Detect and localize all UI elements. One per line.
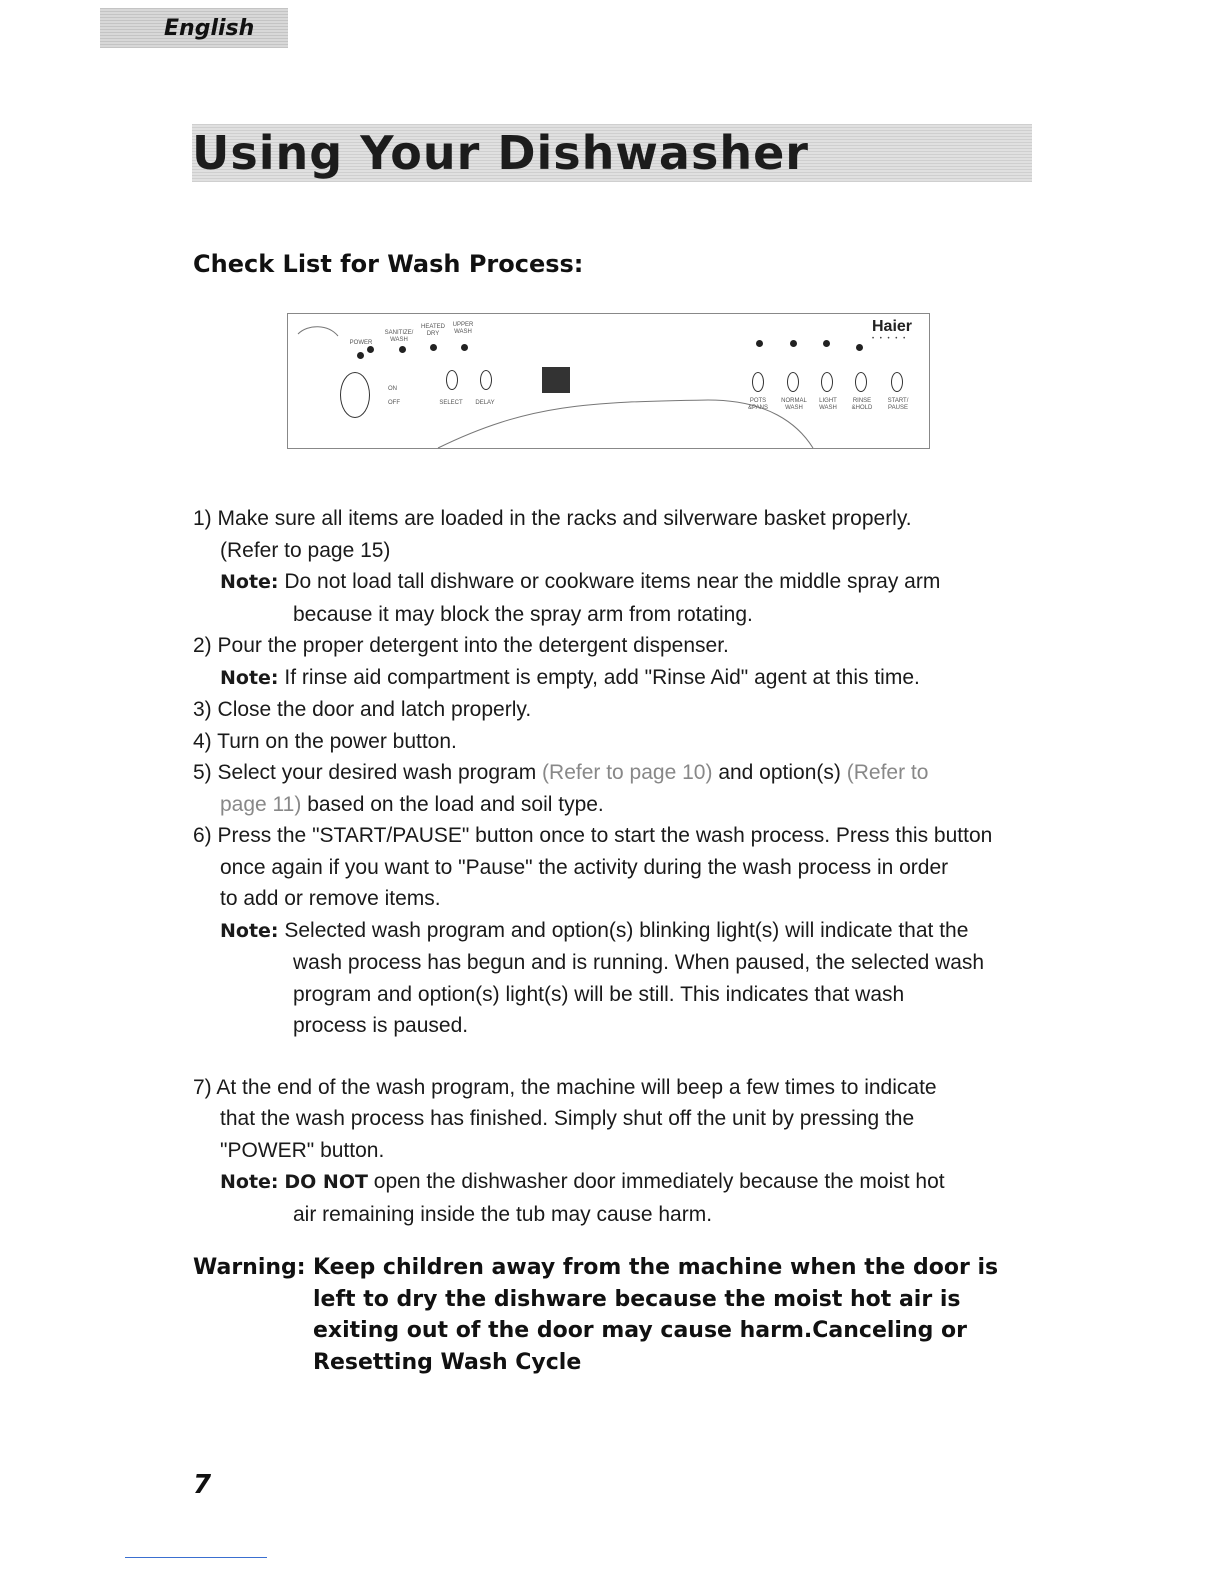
note-1-continuation: because it may block the spray arm from rotating.: [293, 602, 753, 626]
label-upper-wash: UPPER WASH: [452, 322, 474, 335]
warning-line: Resetting Wash Cycle: [313, 1349, 582, 1375]
step-6-line2: once again if you want to "Pause" the activity during the wash process in order: [220, 855, 949, 879]
step-number: 1): [193, 507, 212, 530]
warning-block: [193, 1252, 1043, 1378]
step-number: 4): [193, 729, 212, 753]
note-7: [193, 1166, 1043, 1199]
page-reference-link[interactable]: (Refer to: [846, 761, 929, 784]
page-title: Using Your Dishwasher: [192, 126, 809, 180]
pots-pans-indicator: [756, 340, 763, 347]
page-reference-link[interactable]: page 11): [220, 792, 302, 816]
note-label: Note:: [220, 571, 279, 593]
light-wash-indicator: [823, 340, 830, 347]
label-start-pause: START/ PAUSE: [887, 398, 909, 411]
label-normal-wash: NORMAL WASH: [781, 398, 807, 411]
step-text: Select your desired wash program: [217, 761, 537, 784]
page-number: 7: [193, 1470, 212, 1500]
warning-line: left to dry the dishware because the moist hot air is: [313, 1286, 961, 1312]
step-3: [193, 694, 1043, 726]
footer-rule: [125, 1557, 267, 1558]
step-number: 5): [193, 761, 212, 784]
step-text: based on the load and soil type.: [307, 792, 604, 816]
power-button[interactable]: [340, 372, 370, 418]
pots-pans-button[interactable]: [752, 372, 764, 392]
rinse-hold-indicator: [856, 344, 863, 351]
step-text: Pour the proper detergent into the detergent dispenser.: [217, 634, 729, 657]
note-7-line2: air remaining inside the tub may cause harm.: [293, 1202, 713, 1226]
step-6: [193, 820, 1043, 852]
step-4: [193, 726, 1043, 758]
step-text: At the end of the wash program, the machine will beep a few times to indicate: [216, 1075, 937, 1099]
warning-line: Keep children away from the machine when the door is: [313, 1255, 999, 1280]
note-2: [193, 662, 1043, 695]
normal-wash-indicator: [790, 340, 797, 347]
label-delay: DELAY: [475, 400, 495, 406]
normal-wash-button[interactable]: [787, 372, 799, 392]
note-6-line2: wash process has begun and is running. When paused, the selected wash: [293, 951, 985, 974]
brand-logo: Haier: [872, 318, 913, 335]
start-pause-button[interactable]: [891, 372, 903, 392]
control-panel-illustration: [287, 313, 930, 449]
step-text: Close the door and latch properly.: [217, 698, 532, 721]
note-emphasis: DO NOT: [284, 1171, 368, 1193]
note-label: Note:: [220, 919, 279, 942]
step-6-line3: to add or remove items.: [220, 887, 441, 910]
note-6-line4: process is paused.: [293, 1014, 469, 1037]
label-on: ON: [388, 386, 397, 392]
title-banner: [192, 124, 1032, 182]
label-select: SELECT: [439, 400, 463, 406]
warning-line: exiting out of the door may cause harm.Canceling or: [313, 1318, 968, 1343]
step-7-line2: that the wash process has finished. Simply shut off the unit by pressing the: [220, 1107, 915, 1130]
sanitize-wash-indicator: [399, 346, 406, 353]
note-text: Do not load tall dishware or cookware items near the middle spray arm: [284, 570, 941, 593]
note-text: Selected wash program and option(s) blinking light(s) will indicate that the: [284, 918, 969, 942]
note-6-line3: program and option(s) light(s) will be still. This indicates that wash: [293, 982, 905, 1006]
language-tab-label: English: [164, 15, 255, 41]
label-light-wash: LIGHT WASH: [819, 398, 837, 411]
heated-dry-indicator: [430, 344, 437, 351]
note-6: [193, 915, 1043, 948]
note-text: If rinse aid compartment is empty, add "Rinse Aid" agent at this time.: [284, 665, 920, 689]
label-power: POWER: [349, 340, 373, 346]
step-7-line3: "POWER" button.: [220, 1138, 385, 1162]
note-1: [193, 566, 1043, 599]
step-text: and option(s): [718, 761, 841, 784]
rinse-hold-button[interactable]: [855, 372, 867, 392]
select-button[interactable]: [446, 370, 458, 390]
upper-wash-indicator: [461, 344, 468, 351]
energy-star-logo-icon: [298, 327, 338, 336]
label-rinse-hold: RINSE &HOLD: [851, 398, 873, 411]
section-heading: Check List for Wash Process:: [193, 250, 584, 278]
step-2: [193, 630, 1043, 662]
step-number: 6): [193, 824, 212, 847]
note-text: open the dishwasher door immediately because the moist hot: [373, 1170, 945, 1193]
step-number: 3): [193, 698, 212, 721]
label-pots-pans: POTS &PANS: [748, 398, 768, 411]
label-off: OFF: [388, 400, 400, 406]
light-wash-button[interactable]: [821, 372, 833, 392]
step-number: 7): [193, 1075, 212, 1099]
label-heated-dry: HEATED DRY: [421, 324, 445, 337]
delay-button[interactable]: [480, 370, 492, 390]
label-sanitize: SANITIZE/ WASH: [384, 330, 414, 343]
spacer: [193, 1042, 1043, 1072]
step-number: 2): [193, 634, 212, 657]
sanitize-indicator: [367, 346, 374, 353]
page-reference-link[interactable]: (Refer to page 10): [542, 761, 713, 784]
warning-label: Warning:: [193, 1255, 306, 1280]
step-7: [193, 1072, 1043, 1104]
instruction-list: [193, 503, 1043, 1230]
brand-dots-decoration: • • • • •: [872, 336, 908, 342]
note-label: Note:: [220, 666, 279, 689]
step-text: Make sure all items are loaded in the racks and silverware basket properly.: [217, 507, 912, 530]
step-text: Press the "START/PAUSE" button once to start the wash process. Press this button: [217, 824, 993, 847]
step-5: [193, 757, 1043, 789]
language-tab: [100, 8, 288, 48]
digital-display: [542, 367, 570, 393]
step-5-continuation: [193, 789, 1043, 821]
step-1: [193, 503, 1043, 535]
power-indicator: [357, 352, 364, 359]
step-1-ref: (Refer to page 15): [220, 538, 391, 562]
note-label: Note:: [220, 1171, 279, 1193]
step-text: Turn on the power button.: [217, 729, 457, 753]
